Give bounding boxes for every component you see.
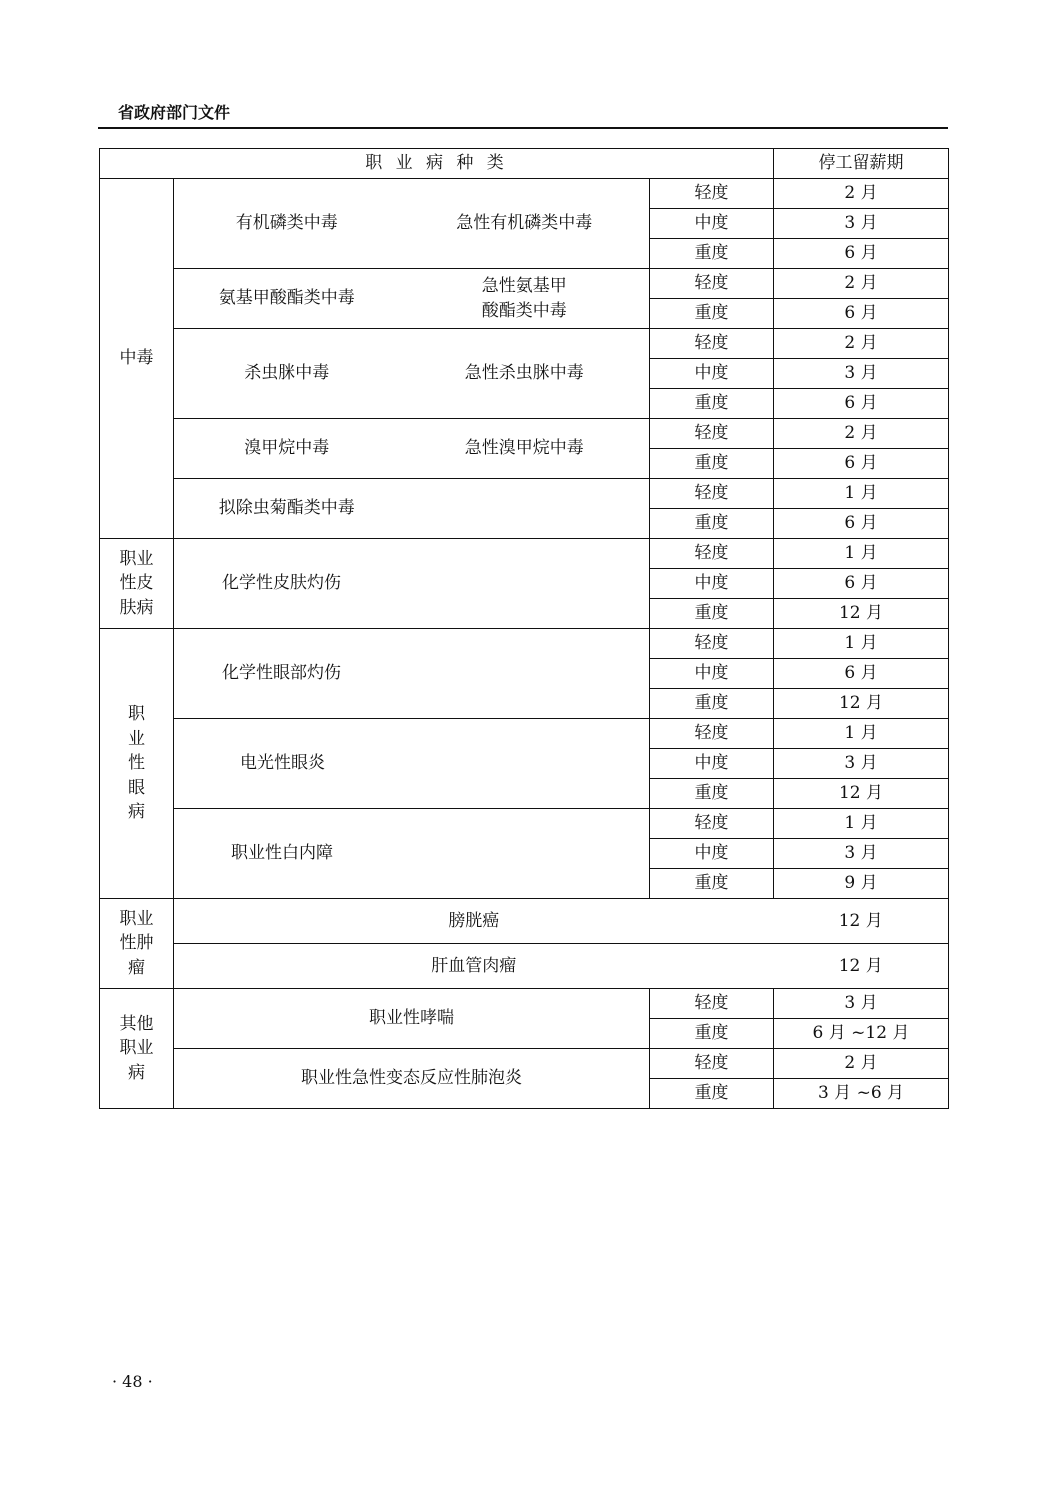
leave-period: 1 月	[774, 629, 949, 659]
disease-name: 职业性急性变态反应性肺泡炎	[174, 1049, 650, 1109]
disease-name: 肝血管肉瘤	[174, 944, 774, 989]
severity: 重度	[650, 1019, 774, 1049]
severity: 中度	[650, 359, 774, 389]
table-row	[100, 719, 949, 749]
leave-period: 2 月	[774, 269, 949, 299]
severity: 重度	[650, 299, 774, 329]
table-row	[100, 479, 949, 509]
leave-period: 9 月	[774, 869, 949, 899]
page-number: · 48 ·	[112, 1372, 153, 1391]
leave-period: 2 月	[774, 419, 949, 449]
severity: 轻度	[650, 179, 774, 209]
severity: 中度	[650, 749, 774, 779]
leave-period: 3 月	[774, 749, 949, 779]
disease-subtype: 急性氨基甲 酸酯类中毒	[400, 269, 650, 329]
severity: 中度	[650, 209, 774, 239]
table-header-row	[100, 149, 949, 179]
disease-subtype: 急性溴甲烷中毒	[400, 419, 650, 479]
table-row	[100, 899, 949, 944]
severity: 中度	[650, 569, 774, 599]
severity: 轻度	[650, 539, 774, 569]
table-row	[100, 944, 949, 989]
leave-period: 6 月	[774, 569, 949, 599]
severity: 重度	[650, 449, 774, 479]
leave-period: 2 月	[774, 1049, 949, 1079]
leave-period: 6 月 ~12 月	[774, 1019, 949, 1049]
leave-period: 6 月	[774, 389, 949, 419]
category-tumor: 职业 性肿 瘤	[100, 899, 174, 989]
severity: 重度	[650, 239, 774, 269]
category-eye-disease: 职 业 性 眼 病	[100, 629, 174, 899]
disease-name: 杀虫脒中毒	[174, 329, 400, 419]
leave-period: 1 月	[774, 719, 949, 749]
table-row	[100, 1049, 949, 1079]
leave-period: 1 月	[774, 539, 949, 569]
running-header: 省政府部门文件	[118, 103, 231, 122]
disease-name: 职业性白内障	[174, 809, 650, 899]
severity: 轻度	[650, 479, 774, 509]
leave-period: 6 月	[774, 239, 949, 269]
leave-period: 12 月	[774, 599, 949, 629]
leave-period: 12 月	[774, 944, 949, 989]
table-row	[100, 629, 949, 659]
leave-period: 12 月	[774, 899, 949, 944]
table-row	[100, 269, 949, 299]
disease-name: 有机磷类中毒	[174, 179, 400, 269]
table-row	[100, 539, 949, 569]
leave-period: 3 月	[774, 359, 949, 389]
category-poisoning: 中毒	[100, 179, 174, 539]
leave-period: 12 月	[774, 779, 949, 809]
disease-subtype: 急性杀虫脒中毒	[400, 329, 650, 419]
disease-name: 化学性皮肤灼伤	[174, 539, 650, 629]
occupational-disease-table	[99, 148, 949, 1109]
severity: 轻度	[650, 269, 774, 299]
leave-period: 3 月	[774, 839, 949, 869]
severity: 重度	[650, 1079, 774, 1109]
severity: 轻度	[650, 419, 774, 449]
severity: 重度	[650, 599, 774, 629]
leave-period: 6 月	[774, 659, 949, 689]
disease-name: 电光性眼炎	[174, 719, 650, 809]
severity: 重度	[650, 389, 774, 419]
disease-name: 职业性哮喘	[174, 989, 650, 1049]
leave-period: 2 月	[774, 179, 949, 209]
disease-name: 化学性眼部灼伤	[174, 629, 650, 719]
leave-period: 1 月	[774, 809, 949, 839]
severity: 重度	[650, 779, 774, 809]
table-row	[100, 329, 949, 359]
severity: 轻度	[650, 989, 774, 1019]
leave-period: 3 月	[774, 209, 949, 239]
table-row	[100, 179, 949, 209]
leave-period: 12 月	[774, 689, 949, 719]
severity: 轻度	[650, 329, 774, 359]
leave-period: 6 月	[774, 449, 949, 479]
leave-period: 6 月	[774, 509, 949, 539]
disease-name: 拟除虫菊酯类中毒	[174, 479, 400, 539]
severity: 中度	[650, 659, 774, 689]
table-row	[100, 809, 949, 839]
header-rule	[98, 127, 948, 129]
disease-subtype: 急性有机磷类中毒	[400, 179, 650, 269]
disease-name: 膀胱癌	[174, 899, 774, 944]
severity: 重度	[650, 869, 774, 899]
severity: 轻度	[650, 1049, 774, 1079]
header-leave-period: 停工留薪期	[774, 149, 949, 179]
category-skin-disease: 职业 性皮 肤病	[100, 539, 174, 629]
leave-period: 1 月	[774, 479, 949, 509]
disease-name: 氨基甲酸酯类中毒	[174, 269, 400, 329]
severity: 中度	[650, 839, 774, 869]
severity: 轻度	[650, 809, 774, 839]
disease-name: 溴甲烷中毒	[174, 419, 400, 479]
leave-period: 3 月 ~6 月	[774, 1079, 949, 1109]
severity: 重度	[650, 509, 774, 539]
header-disease-type: 职 业 病 种 类	[100, 149, 774, 179]
leave-period: 6 月	[774, 299, 949, 329]
category-other: 其他 职业 病	[100, 989, 174, 1109]
severity: 轻度	[650, 719, 774, 749]
severity: 轻度	[650, 629, 774, 659]
leave-period: 2 月	[774, 329, 949, 359]
severity: 重度	[650, 689, 774, 719]
table-row	[100, 419, 949, 449]
table-row	[100, 989, 949, 1019]
leave-period: 3 月	[774, 989, 949, 1019]
disease-subtype-empty	[400, 479, 650, 539]
